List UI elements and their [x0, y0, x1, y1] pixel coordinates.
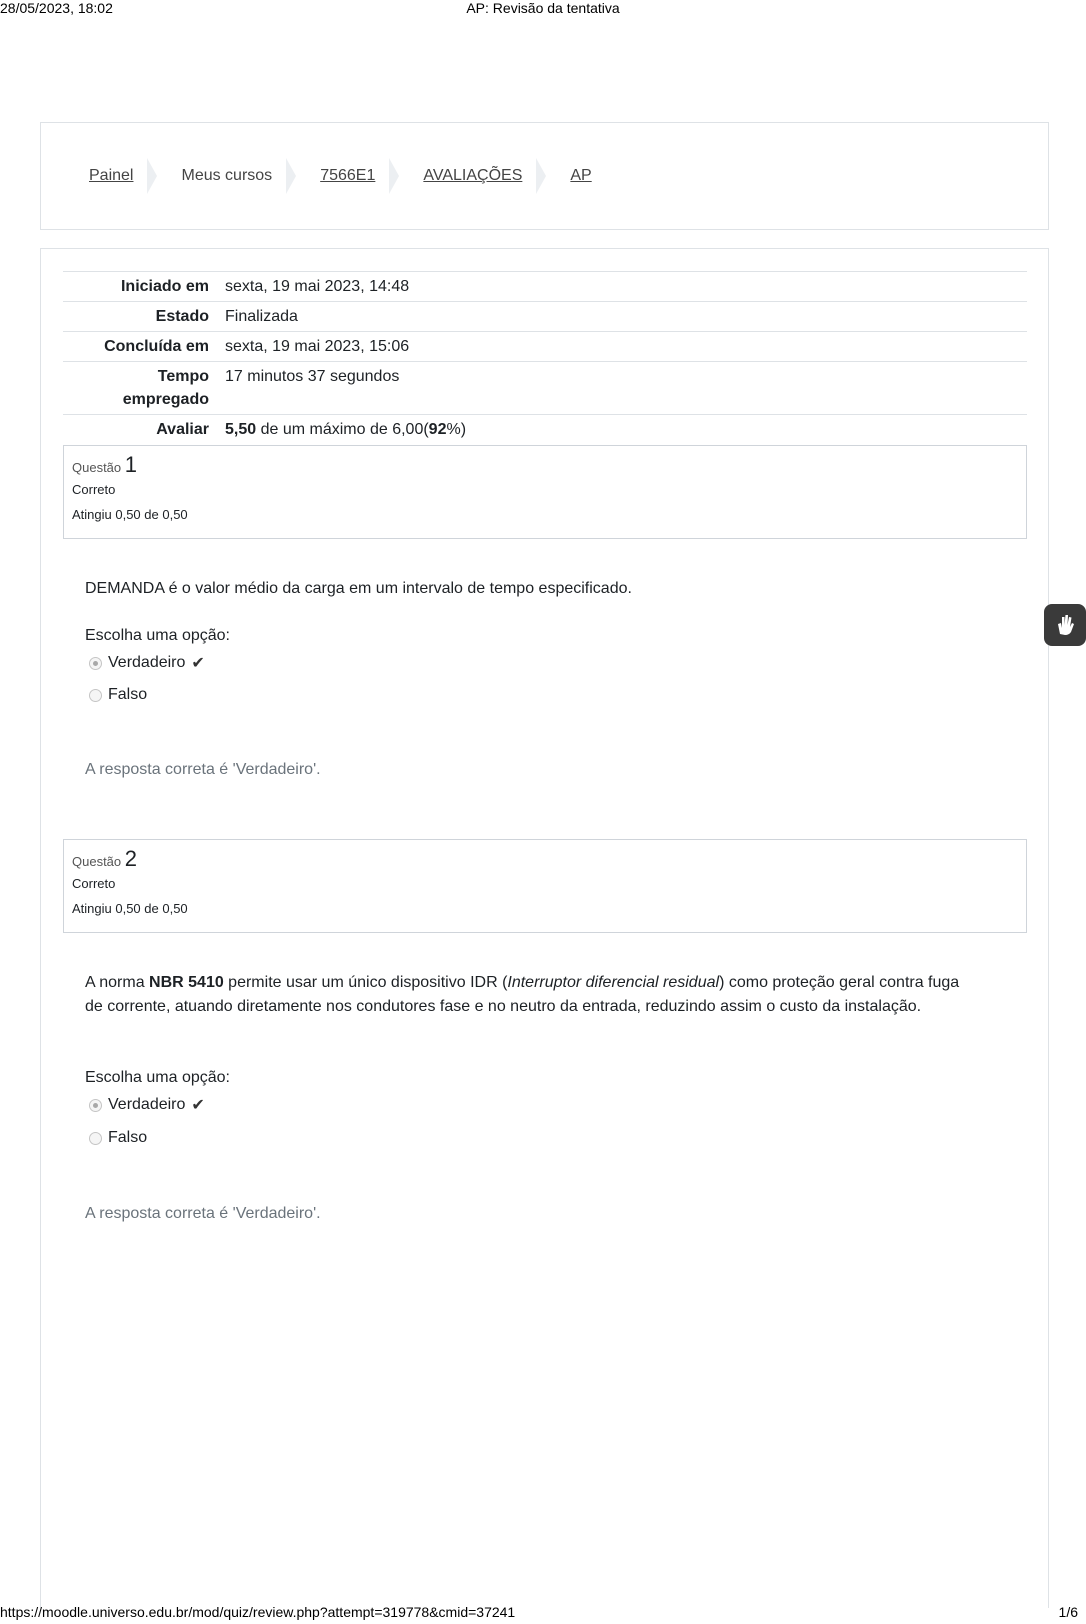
attempt-summary-table	[63, 271, 1027, 444]
option-label: Verdadeiro	[108, 1096, 186, 1113]
question-label: Questão	[72, 460, 122, 475]
question-grade: Atingiu 0,50 de 0,50	[72, 507, 188, 522]
summary-value: 17 minutos 37 segundos	[225, 368, 400, 385]
question-number-value: 1	[124, 452, 138, 477]
summary-row-grade	[63, 414, 1027, 444]
question-2-option-false[interactable]	[89, 1129, 147, 1147]
question-1-option-false[interactable]	[89, 686, 147, 704]
radio-icon[interactable]	[89, 689, 102, 702]
question-1-option-true[interactable]	[89, 653, 205, 673]
question-1-info	[63, 445, 1027, 539]
qtext-part: ) como proteção geral contra fuga de corrente, atuando diretamente nos condutores fase e no neutro da entrada, reduzindo assim o custo da instalação.	[85, 974, 960, 1015]
summary-row-completed	[63, 331, 1027, 361]
summary-value: Finalizada	[225, 308, 298, 325]
print-date: 28/05/2023, 18:02	[0, 0, 113, 16]
check-icon: ✔	[191, 1097, 205, 1114]
question-1-feedback: A resposta correta é 'Verdadeiro'.	[85, 761, 321, 778]
breadcrumb-meus-cursos: Meus cursos	[181, 167, 273, 184]
summary-label: Avaliar	[156, 421, 209, 438]
summary-label: Iniciado em	[120, 278, 209, 295]
summary-label: Concluída em	[104, 338, 209, 355]
summary-row-started	[63, 271, 1027, 301]
breadcrumb	[89, 161, 592, 191]
question-1-prompt: Escolha uma opção:	[85, 627, 230, 644]
question-2-feedback: A resposta correta é 'Verdadeiro'.	[85, 1205, 321, 1222]
breadcrumb-painel[interactable]: Painel	[89, 167, 134, 184]
breadcrumb-ap[interactable]: AP	[570, 167, 592, 184]
radio-selected-icon[interactable]	[89, 657, 102, 670]
breadcrumb-separator	[536, 158, 546, 194]
question-1-text: DEMANDA é o valor médio da carga em um intervalo de tempo especificado.	[85, 580, 632, 597]
summary-row-time	[63, 361, 1027, 414]
summary-value: sexta, 19 mai 2023, 15:06	[225, 338, 410, 355]
breadcrumb-separator	[389, 158, 399, 194]
quiz-review-region	[40, 248, 1049, 1608]
sign-language-accessibility-button[interactable]	[1044, 604, 1086, 646]
grade-text: de um máximo de 6,00(	[256, 421, 429, 438]
breadcrumb-course[interactable]: 7566E1	[320, 167, 376, 184]
summary-label-line: empregado	[122, 391, 209, 408]
qtext-part: permite usar um único dispositivo IDR (	[223, 974, 508, 991]
summary-label: Estado	[155, 308, 209, 325]
radio-selected-icon[interactable]	[89, 1099, 102, 1112]
breadcrumb-avaliacoes[interactable]: AVALIAÇÕES	[423, 167, 523, 184]
summary-label-line: Tempo	[157, 368, 209, 385]
question-2-text	[85, 971, 975, 1019]
summary-row-state	[63, 301, 1027, 331]
check-icon: ✔	[191, 655, 205, 672]
question-grade: Atingiu 0,50 de 0,50	[72, 901, 188, 916]
option-label: Verdadeiro	[108, 654, 186, 671]
grade-percent: 92	[428, 421, 447, 438]
qtext-norm: NBR 5410	[149, 974, 224, 991]
print-footer	[0, 1604, 1086, 1622]
grade-suffix: %)	[446, 421, 467, 438]
question-2-option-true[interactable]	[89, 1095, 205, 1115]
question-state: Correto	[72, 876, 116, 891]
question-2-info	[63, 839, 1027, 933]
breadcrumb-separator	[147, 158, 157, 194]
summary-label	[63, 362, 217, 414]
print-title: AP: Revisão da tentativa	[466, 0, 620, 16]
breadcrumb-separator	[286, 158, 296, 194]
breadcrumb-container	[40, 122, 1049, 230]
question-number	[72, 846, 1018, 872]
qtext-italic: Interruptor diferencial residual	[507, 974, 720, 991]
radio-icon[interactable]	[89, 1132, 102, 1145]
grade-score: 5,50	[225, 421, 257, 438]
summary-value: sexta, 19 mai 2023, 14:48	[225, 278, 410, 295]
print-header	[0, 0, 1086, 18]
option-label: Falso	[108, 1129, 148, 1146]
question-2-prompt: Escolha uma opção:	[85, 1069, 230, 1086]
qtext-part: A norma	[85, 974, 150, 991]
question-number-value: 2	[124, 846, 138, 871]
question-state: Correto	[72, 482, 116, 497]
option-label: Falso	[108, 686, 148, 703]
hand-icon	[1052, 612, 1078, 638]
print-page-number: 1/6	[1058, 1604, 1078, 1620]
print-url: https://moodle.universo.edu.br/mod/quiz/review.php?attempt=319778&cmid=37241	[0, 1604, 516, 1620]
question-label: Questão	[72, 854, 122, 869]
question-number	[72, 452, 1018, 478]
summary-value	[217, 415, 474, 444]
